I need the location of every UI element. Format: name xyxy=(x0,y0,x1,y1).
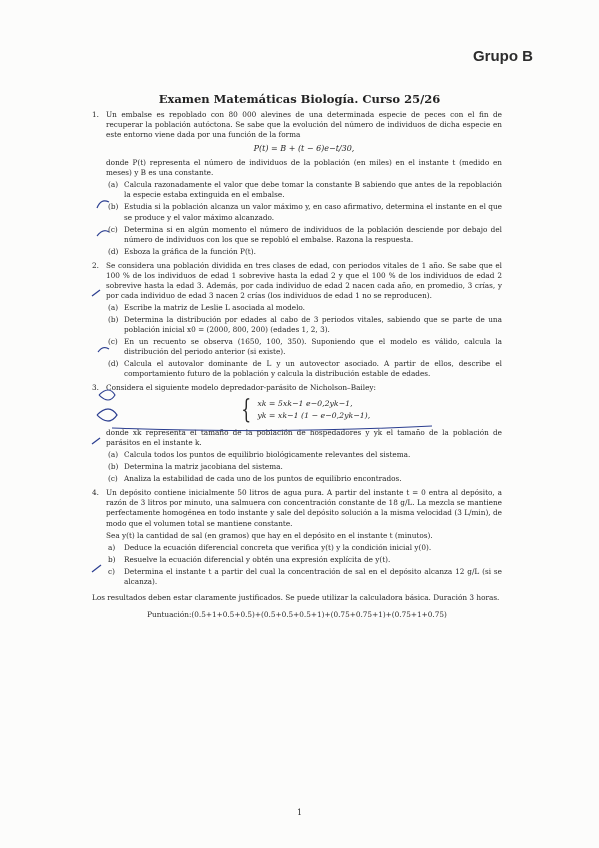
equation-system xyxy=(106,397,502,425)
subquestion-label: c) xyxy=(108,566,115,576)
problem-statement-continued: donde P(t) representa el número de individuos de la población (en miles) en el instante t (medido en meses) y B es una constante. xyxy=(106,158,502,178)
subquestion xyxy=(106,180,502,200)
subquestion-label: (a) xyxy=(108,450,119,460)
score-breakdown: Puntuación:(0.5+1+0.5+0.5)+(0.5+0.5+0.5+1)+(0.75+0.75+1)+(0.75+1+0.75) xyxy=(147,610,447,620)
subquestion xyxy=(106,462,502,472)
subquestion-label: b) xyxy=(108,554,116,564)
subquestion-text: Deduce la ecuación diferencial concreta que verifica y(t) y la condición inicial y(0). xyxy=(124,542,432,552)
system-equation: yk = xk−1 (1 − e−0,2yk−1), xyxy=(257,411,371,421)
subquestion xyxy=(106,555,502,565)
problem-number: 3. xyxy=(92,383,99,393)
subquestion-label: (b) xyxy=(108,202,119,212)
problem-statement: Considera el siguiente modelo depredador-parásito de Nicholson–Bailey: xyxy=(106,383,376,393)
subquestion xyxy=(106,315,502,335)
subquestion-text: Escribe la matriz de Leslie L asociada al modelo. xyxy=(124,303,305,313)
page-number: 1 xyxy=(296,808,303,817)
subquestion-label: (c) xyxy=(108,224,118,234)
problem-statement-continued: Sea y(t) la cantidad de sal (en gramos) que hay en el depósito en el instante t (minutos). xyxy=(106,530,433,540)
subquestion-list xyxy=(106,543,502,587)
system-equation: xk = 5xk−1 e−0,2yk−1, xyxy=(257,398,353,408)
subquestion-text: Analiza la estabilidad de cada uno de los puntos de equilibrio encontrados. xyxy=(124,474,402,484)
subquestion-text: Estudia si la población alcanza un valor máximo y, en caso afirmativo, determina el instante en el que se produce y el valor máximo alcanzado. xyxy=(124,202,502,222)
problem-number: 4. xyxy=(92,488,99,498)
subquestion-text: Calcula todos los puntos de equilibrio biológicamente relevantes del sistema. xyxy=(124,450,411,460)
subquestion-label: (c) xyxy=(108,337,118,347)
subquestion xyxy=(106,202,502,222)
problem-statement-continued: donde xk representa el tamaño de la población de hospedadores y yk el tamaño de la población de parásitos en el instante k. xyxy=(106,428,502,448)
subquestion xyxy=(106,303,502,313)
subquestion xyxy=(106,337,502,357)
subquestion-label: (b) xyxy=(108,462,119,472)
problem-number: 2. xyxy=(92,260,99,270)
subquestion-label: (d) xyxy=(108,359,119,369)
problem-statement: Un embalse es repoblado con 80 000 alevines de una determinada especie de peces con el fin de recuperar la población autóctona. Se sabe que la evolución del número de individuos de dicha especie en este entorno viene dada por una función de la forma xyxy=(106,110,502,140)
problem-4 xyxy=(92,488,502,587)
subquestion-label: (d) xyxy=(108,246,119,256)
subquestion-list xyxy=(106,450,502,484)
problem-number: 1. xyxy=(92,110,99,119)
subquestion-text: En un recuento se observa (1650, 100, 350). Suponiendo que el modelo es válido, calcula la distribución del periodo anterior (si existe). xyxy=(124,337,502,357)
subquestion-text: Calcula razonadamente el valor que debe tomar la constante B sabiendo que antes de la repoblación la especie estaba extinguida en el embalse. xyxy=(124,180,502,200)
subquestion-label: a) xyxy=(108,542,116,552)
system-brace: { xyxy=(241,395,252,426)
subquestion-text: Calcula el autovalor dominante de L y un autovector asociado. A partir de ellos, describe el comportamiento futuro de la población y calcula la distribución estable de edades. xyxy=(124,359,502,379)
group-label: Grupo B xyxy=(473,48,533,65)
subquestion xyxy=(106,359,502,379)
subquestion-label: (a) xyxy=(108,180,119,190)
subquestion xyxy=(106,567,502,587)
subquestion xyxy=(106,543,502,553)
subquestion-list xyxy=(106,180,502,256)
subquestion-list xyxy=(106,303,502,379)
exam-content xyxy=(92,110,502,620)
subquestion-text: Resuelve la ecuación diferencial y obtén una expresión explícita de y(t). xyxy=(124,554,391,564)
problem-statement: Se considera una población dividida en tres clases de edad, con periodos vitales de 1 año. Se sabe que el 100 % de los individuos de edad 1 sobrevive hasta la edad 2 y que el 100 % de los individuos de edad 2 sobrevive hasta la edad 3. Además, por cada individuo de edad 2 nacen cada año, en promedio, 3 crías, y por cada individuo de edad 3 nacen 2 crías (los individuos de edad 1 no se reproducen). xyxy=(106,260,502,300)
subquestion-label: (c) xyxy=(108,474,118,484)
subquestion-text: Esboza la gráfica de la función P(t). xyxy=(124,246,256,256)
subquestion xyxy=(106,247,502,257)
problem-statement: Un depósito contiene inicialmente 50 litros de agua pura. A partir del instante t = 0 entra al depósito, a razón de 3 litros por minuto, una salmuera con concentración constante de 18 g/L. La mezcla se mantiene perfectamente homogénea en todo instante y sale del depósito solución a la misma velocidad (3 L/min), de modo que el volumen total se mantiene constante. xyxy=(106,488,502,528)
exam-instructions: Los resultados deben estar claramente justificados. Se puede utilizar la calculadora básica. Duración 3 horas. xyxy=(92,592,500,602)
problem-2 xyxy=(92,261,502,380)
subquestion-label: (b) xyxy=(108,315,119,325)
problem-formula: P(t) = B + (t − 6)e−t/30, xyxy=(253,144,355,154)
subquestion xyxy=(106,474,502,484)
subquestion-text: Determina el instante t a partir del cual la concentración de sal en el depósito alcanza 12 g/L (si se alcanza). xyxy=(124,566,502,586)
problem-3 xyxy=(92,383,502,484)
subquestion-text: Determina la distribución por edades al cabo de 3 periodos vitales, sabiendo que se parte de una población inicial x0 = (2000, 800, 200) (edades 1, 2, 3). xyxy=(124,315,502,335)
problem-1 xyxy=(92,110,502,257)
subquestion-text: Determina si en algún momento el número de individuos de la población desciende por debajo del número de individuos con los que se repobló el embalse. Razona la respuesta. xyxy=(124,224,502,244)
exam-title: Examen Matemáticas Biología. Curso 25/26 xyxy=(158,92,441,106)
subquestion-label: (a) xyxy=(108,303,119,313)
subquestion-text: Determina la matriz jacobiana del sistema. xyxy=(124,462,283,472)
subquestion xyxy=(106,450,502,460)
subquestion xyxy=(106,225,502,245)
